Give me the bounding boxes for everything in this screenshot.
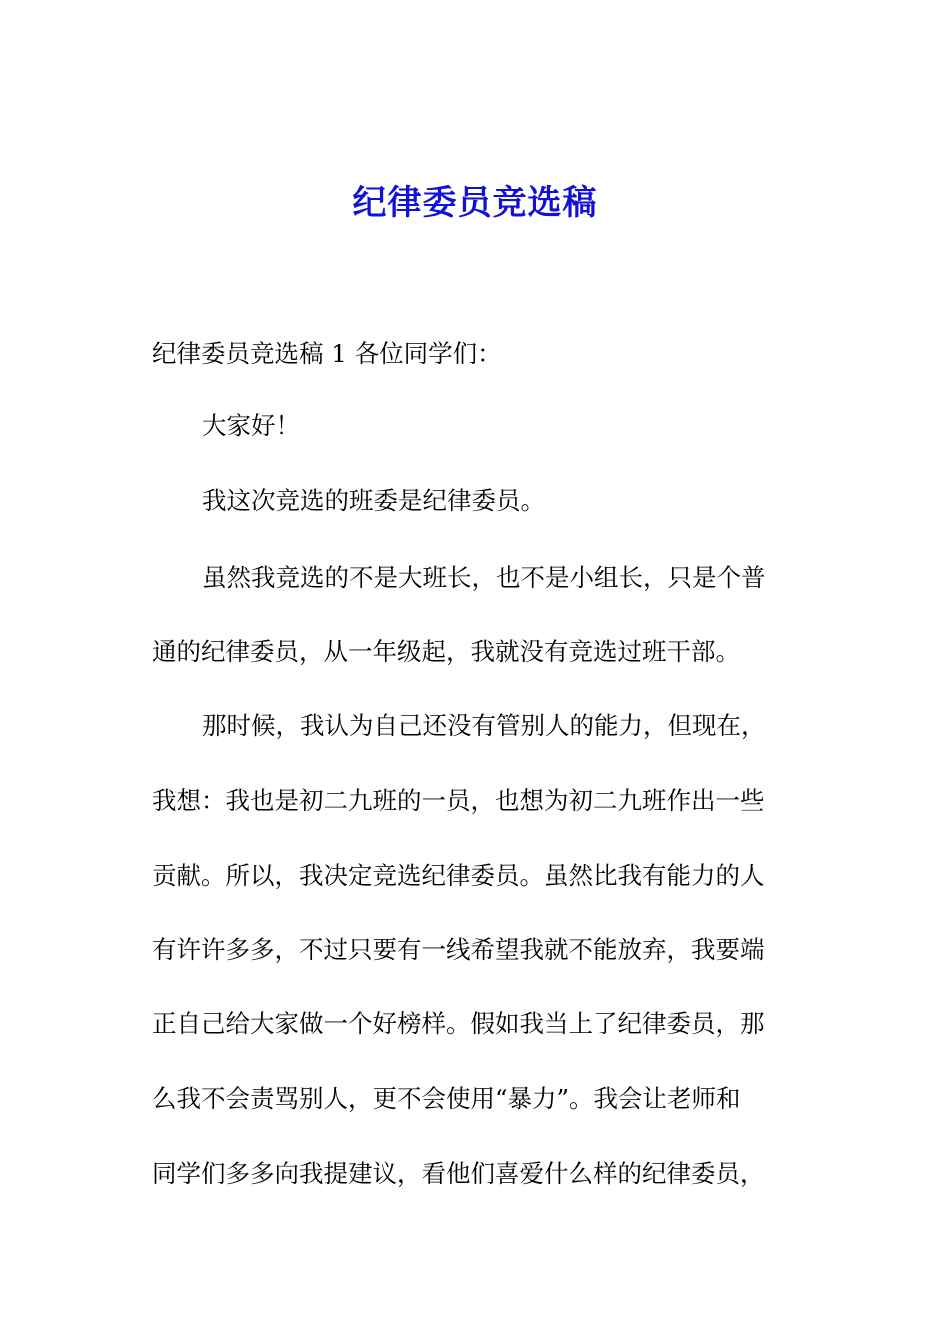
text-line: 纪律委员竞选稿 1 各位同学们： — [152, 339, 502, 368]
text-line: 虽然我竞选的不是大班长，也不是小组长，只是个普 — [202, 563, 766, 592]
text-line: 贡献。所以，我决定竞选纪律委员。虽然比我有能力的人 — [152, 861, 765, 890]
text-line: 我这次竞选的班委是纪律委员。 — [202, 486, 545, 515]
text-line: 通的纪律委员，从一年级起，我就没有竞选过班干部。 — [152, 637, 740, 666]
text-line: 同学们多多向我提建议，看他们喜爱什么样的纪律委员， — [152, 1159, 765, 1188]
document-title: 纪律委员竞选稿 — [352, 183, 598, 223]
text-line: 么我不会责骂别人，更不会使用“暴力”。我会让老师和 — [152, 1084, 741, 1113]
text-line: 那时候，我认为自己还没有管别人的能力，但现在， — [202, 711, 766, 740]
text-line: 大家好！ — [202, 411, 300, 440]
text-line: 我想：我也是初二九班的一员，也想为初二九班作出一些 — [152, 786, 765, 815]
text-line: 有许许多多，不过只要有一线希望我就不能放弃，我要端 — [152, 935, 765, 964]
text-line: 正自己给大家做一个好榜样。假如我当上了纪律委员，那 — [152, 1009, 765, 1038]
